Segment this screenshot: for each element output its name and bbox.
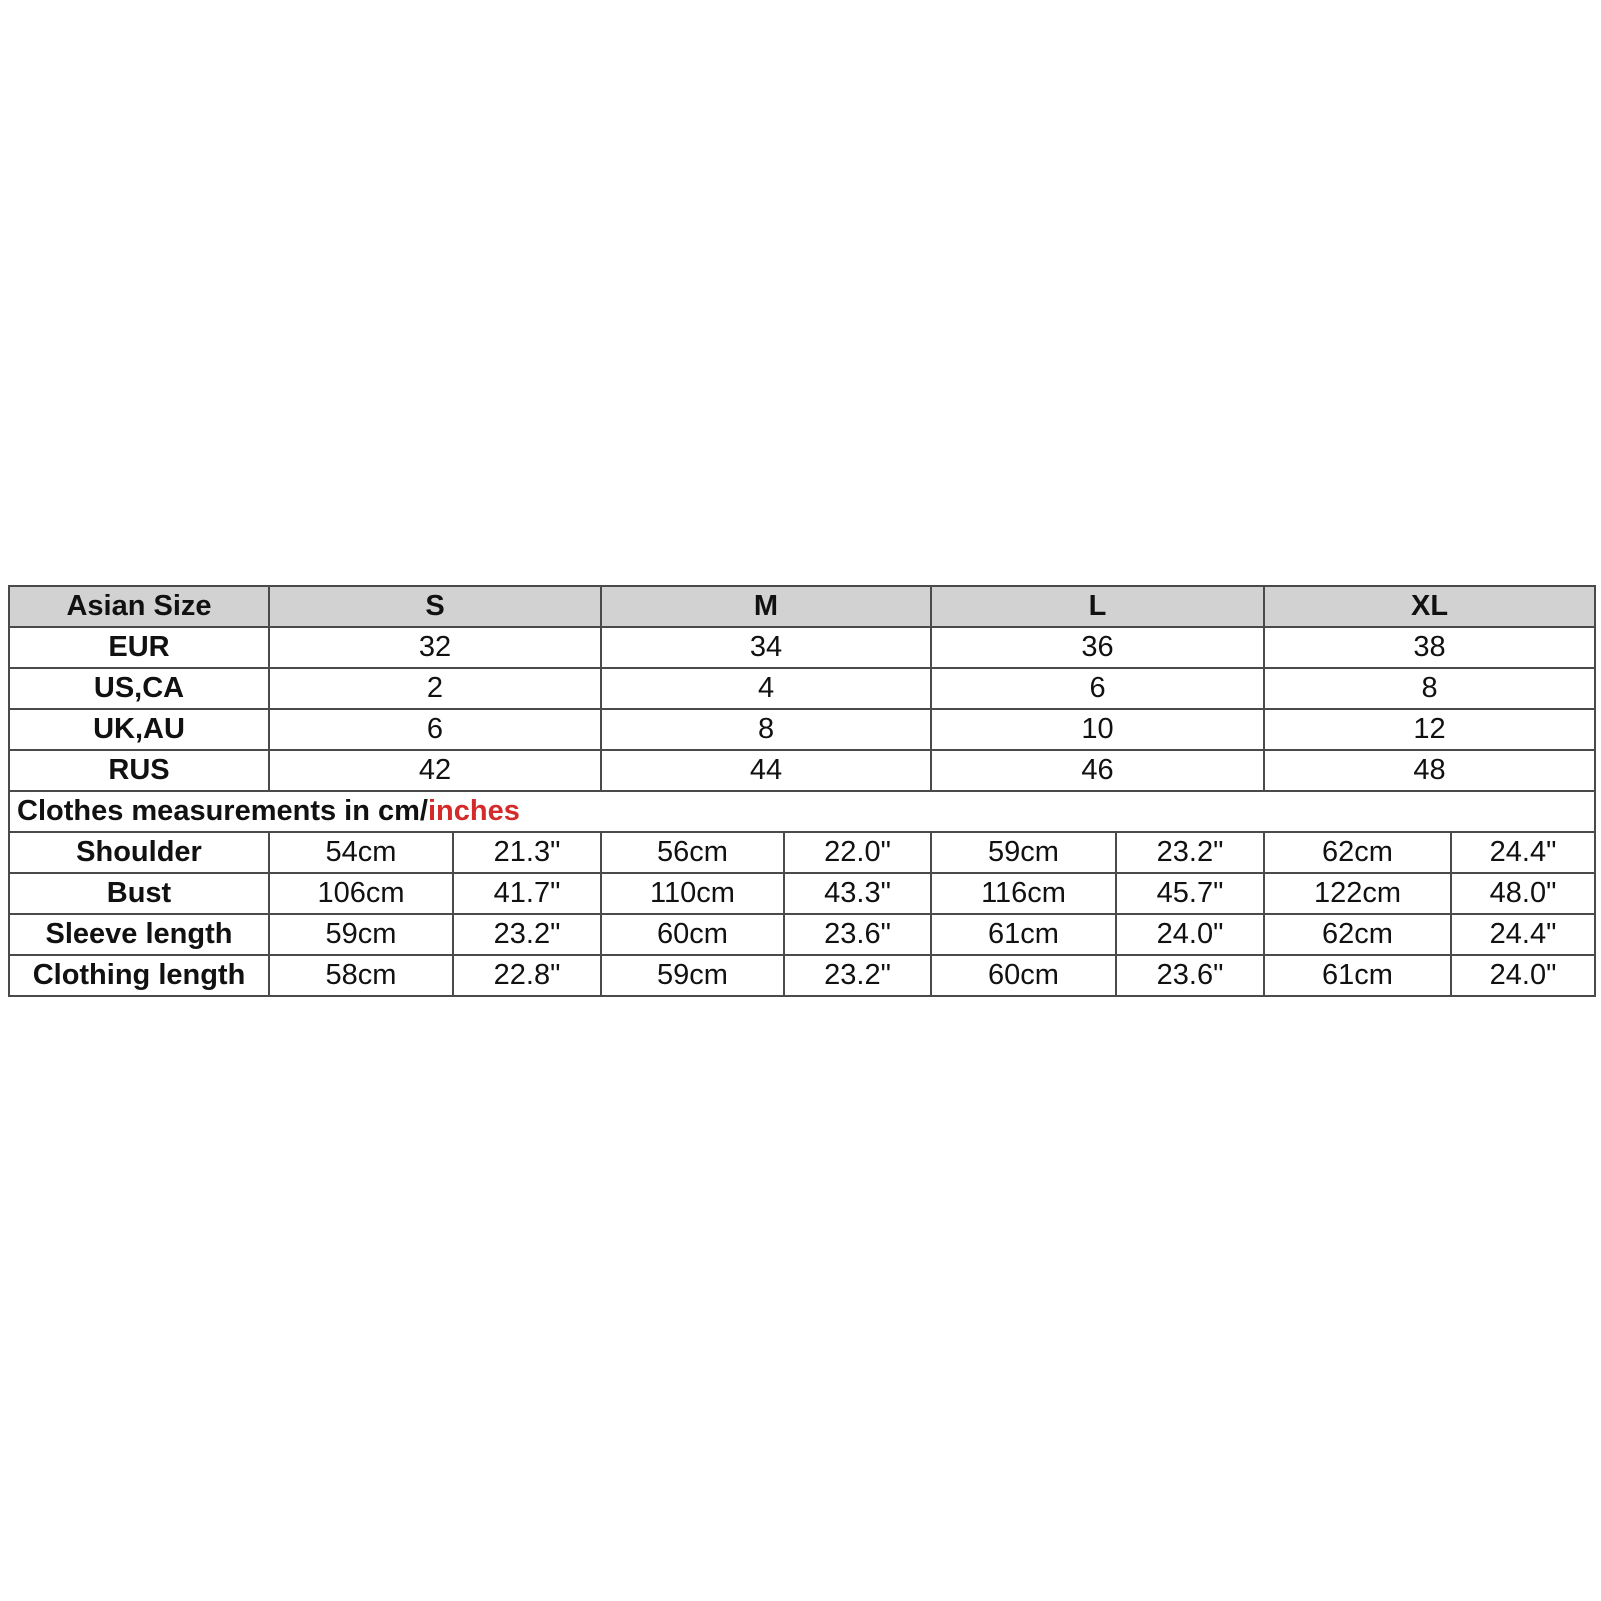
- row-label: UK,AU: [9, 709, 269, 750]
- cm-value: 61cm: [931, 914, 1116, 955]
- size-row-rus: [9, 750, 1595, 791]
- header-row: [9, 586, 1595, 627]
- section-title-red: inches: [427, 795, 520, 827]
- row-label: US,CA: [9, 668, 269, 709]
- cm-value: 61cm: [1264, 955, 1451, 996]
- inch-value: 23.6": [1116, 955, 1264, 996]
- size-value: 4: [601, 668, 931, 709]
- size-value: 34: [601, 627, 931, 668]
- header-size-s: S: [269, 586, 601, 627]
- size-value: 32: [269, 627, 601, 668]
- cm-value: 59cm: [269, 914, 453, 955]
- inch-value: 23.6": [784, 914, 931, 955]
- header-size-l: L: [931, 586, 1264, 627]
- cm-value: 110cm: [601, 873, 784, 914]
- cm-value: 60cm: [601, 914, 784, 955]
- size-value: 2: [269, 668, 601, 709]
- cm-value: 106cm: [269, 873, 453, 914]
- inch-value: 23.2": [784, 955, 931, 996]
- size-chart: [8, 585, 1594, 997]
- cm-value: 56cm: [601, 832, 784, 873]
- section-row: [9, 791, 1595, 832]
- cm-value: 62cm: [1264, 914, 1451, 955]
- measure-row-shoulder: [9, 832, 1595, 873]
- inch-value: 43.3": [784, 873, 931, 914]
- cm-value: 116cm: [931, 873, 1116, 914]
- header-size-xl: XL: [1264, 586, 1595, 627]
- cm-value: 60cm: [931, 955, 1116, 996]
- size-value: 44: [601, 750, 931, 791]
- inch-value: 41.7": [453, 873, 601, 914]
- size-value: 36: [931, 627, 1264, 668]
- inch-value: 22.8": [453, 955, 601, 996]
- inch-value: 21.3": [453, 832, 601, 873]
- cm-value: 59cm: [601, 955, 784, 996]
- header-size-m: M: [601, 586, 931, 627]
- measure-row-sleeve-length: [9, 914, 1595, 955]
- inch-value: 24.4": [1451, 914, 1595, 955]
- row-label: Sleeve length: [9, 914, 269, 955]
- size-value: 6: [931, 668, 1264, 709]
- size-value: 12: [1264, 709, 1595, 750]
- row-label: Bust: [9, 873, 269, 914]
- cm-value: 58cm: [269, 955, 453, 996]
- cm-value: 59cm: [931, 832, 1116, 873]
- size-value: 6: [269, 709, 601, 750]
- inch-value: 24.0": [1451, 955, 1595, 996]
- measure-row-clothing-length: [9, 955, 1595, 996]
- inch-value: 23.2": [453, 914, 601, 955]
- section-title: [9, 791, 1595, 832]
- row-label: EUR: [9, 627, 269, 668]
- size-value: 38: [1264, 627, 1595, 668]
- size-row-eur: [9, 627, 1595, 668]
- row-label: Clothing length: [9, 955, 269, 996]
- inch-value: 48.0": [1451, 873, 1595, 914]
- cm-value: 122cm: [1264, 873, 1451, 914]
- row-label: RUS: [9, 750, 269, 791]
- inch-value: 22.0": [784, 832, 931, 873]
- section-title-black: Clothes measurements in cm/: [17, 795, 428, 827]
- cm-value: 54cm: [269, 832, 453, 873]
- size-value: 48: [1264, 750, 1595, 791]
- size-value: 46: [931, 750, 1264, 791]
- size-row-uk-au: [9, 709, 1595, 750]
- size-chart-table: [8, 585, 1596, 997]
- inch-value: 24.0": [1116, 914, 1264, 955]
- header-label-asian-size: Asian Size: [9, 586, 269, 627]
- measure-row-bust: [9, 873, 1595, 914]
- size-value: 10: [931, 709, 1264, 750]
- size-value: 8: [1264, 668, 1595, 709]
- size-row-us-ca: [9, 668, 1595, 709]
- size-value: 8: [601, 709, 931, 750]
- inch-value: 45.7": [1116, 873, 1264, 914]
- row-label: Shoulder: [9, 832, 269, 873]
- size-value: 42: [269, 750, 601, 791]
- inch-value: 24.4": [1451, 832, 1595, 873]
- inch-value: 23.2": [1116, 832, 1264, 873]
- cm-value: 62cm: [1264, 832, 1451, 873]
